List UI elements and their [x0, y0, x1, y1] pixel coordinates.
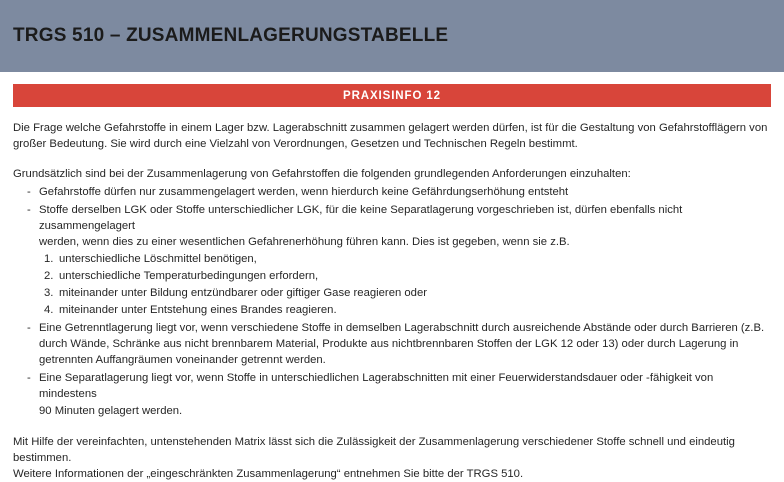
- list-item-line: getrennten Auffangräumen voneinander getrennt werden.: [39, 354, 326, 367]
- list-item: [13, 251, 771, 267]
- intro-line-2: großer Bedeutung. Sie wird durch eine Vielzahl von Verordnungen, Gesetzen und Technischen Regeln bestimmt.: [13, 138, 578, 151]
- list-item-line: Eine Getrenntlagerung liegt vor, wenn verschiedene Stoffe in demselben Lagerabschnitt durch ausreichende Abstände oder durch Barrieren (z.B.: [39, 322, 765, 335]
- list-item: [13, 320, 771, 368]
- list-item-number: 3.: [44, 287, 54, 300]
- praxisinfo-bar: [13, 84, 771, 107]
- document-header: [0, 0, 784, 72]
- list-item: [13, 268, 771, 284]
- requirements-bullets: [13, 184, 771, 250]
- list-item: [13, 302, 771, 318]
- praxisinfo-label: PRAXISINFO 12: [343, 89, 441, 102]
- list-item-line: 90 Minuten gelagert werden.: [39, 404, 183, 417]
- requirements-section: [13, 166, 771, 418]
- list-item-number: 1.: [44, 253, 54, 266]
- bullet-dash: -: [27, 204, 31, 217]
- bullet-dash: -: [27, 322, 31, 335]
- list-item: [13, 184, 771, 200]
- requirements-bullets-after: [13, 320, 771, 418]
- intro-paragraph: [13, 120, 771, 152]
- requirements-numbered-list: [13, 251, 771, 318]
- list-item-number: 2.: [44, 270, 54, 283]
- list-item-line: miteinander unter Bildung entzündbarer oder giftiger Gase reagieren oder: [59, 287, 428, 300]
- list-item: [13, 370, 771, 418]
- list-item-line: durch Wände, Schränke aus nicht brennbarem Material, Produkte aus nichtbrennbaren Stoffen der LGK 12 oder 13) oder durch Lagerung in: [39, 338, 739, 351]
- matrix-note-line-2: Weitere Informationen der „eingeschränkten Zusammenlagerung“ entnehmen Sie bitte der TRGS 510.: [13, 467, 524, 480]
- matrix-note: [13, 434, 771, 482]
- bullet-dash: -: [27, 372, 31, 385]
- matrix-note-line-1: Mit Hilfe der vereinfachten, untenstehenden Matrix lässt sich die Zulässigkeit der Zusammenlagerung verschiedener Stoffe schnell und eindeutig bestimmen.: [13, 435, 735, 464]
- list-item: [13, 202, 771, 250]
- list-item-line: Eine Separatlagerung liegt vor, wenn Stoffe in unterschiedlichen Lagerabschnitten mit einer Feuerwiderstandsdauer oder -fähigkeit von mindestens: [39, 372, 714, 401]
- bullet-dash: -: [27, 186, 31, 199]
- list-item-line: unterschiedliche Löschmittel benötigen,: [59, 253, 257, 266]
- praxisinfo-section: [0, 72, 784, 107]
- list-item-line: Stoffe derselben LGK oder Stoffe unterschiedlicher LGK, für die keine Separatlagerung vorgeschrieben ist, dürfen ebenfalls nicht zusammengelagert: [39, 204, 683, 233]
- list-item-line: miteinander unter Entstehung eines Brandes reagieren.: [59, 304, 337, 317]
- requirements-lead: Grundsätzlich sind bei der Zusammenlagerung von Gefahrstoffen die folgenden grundlegenden Anforderungen einzuhalten:: [13, 168, 631, 181]
- list-item-number: 4.: [44, 304, 54, 317]
- list-item-line: unterschiedliche Temperaturbedingungen erfordern,: [59, 270, 319, 283]
- list-item-line: werden, wenn dies zu einer wesentlichen Gefahrenerhöhung führen kann. Dies ist gegeben, wenn sie z.B.: [39, 236, 570, 249]
- page-title: TRGS 510 – ZUSAMMENLAGERUNGSTABELLE: [13, 25, 449, 46]
- list-item-line: Gefahrstoffe dürfen nur zusammengelagert werden, wenn hierdurch keine Gefährdungserhöhung entsteht: [39, 186, 569, 199]
- document-body: [0, 120, 784, 482]
- list-item: [13, 285, 771, 301]
- intro-line-1: Die Frage welche Gefahrstoffe in einem Lager bzw. Lagerabschnitt zusammen gelagert werden dürfen, ist für die Gestaltung von Gefahrstofflägern von: [13, 122, 768, 134]
